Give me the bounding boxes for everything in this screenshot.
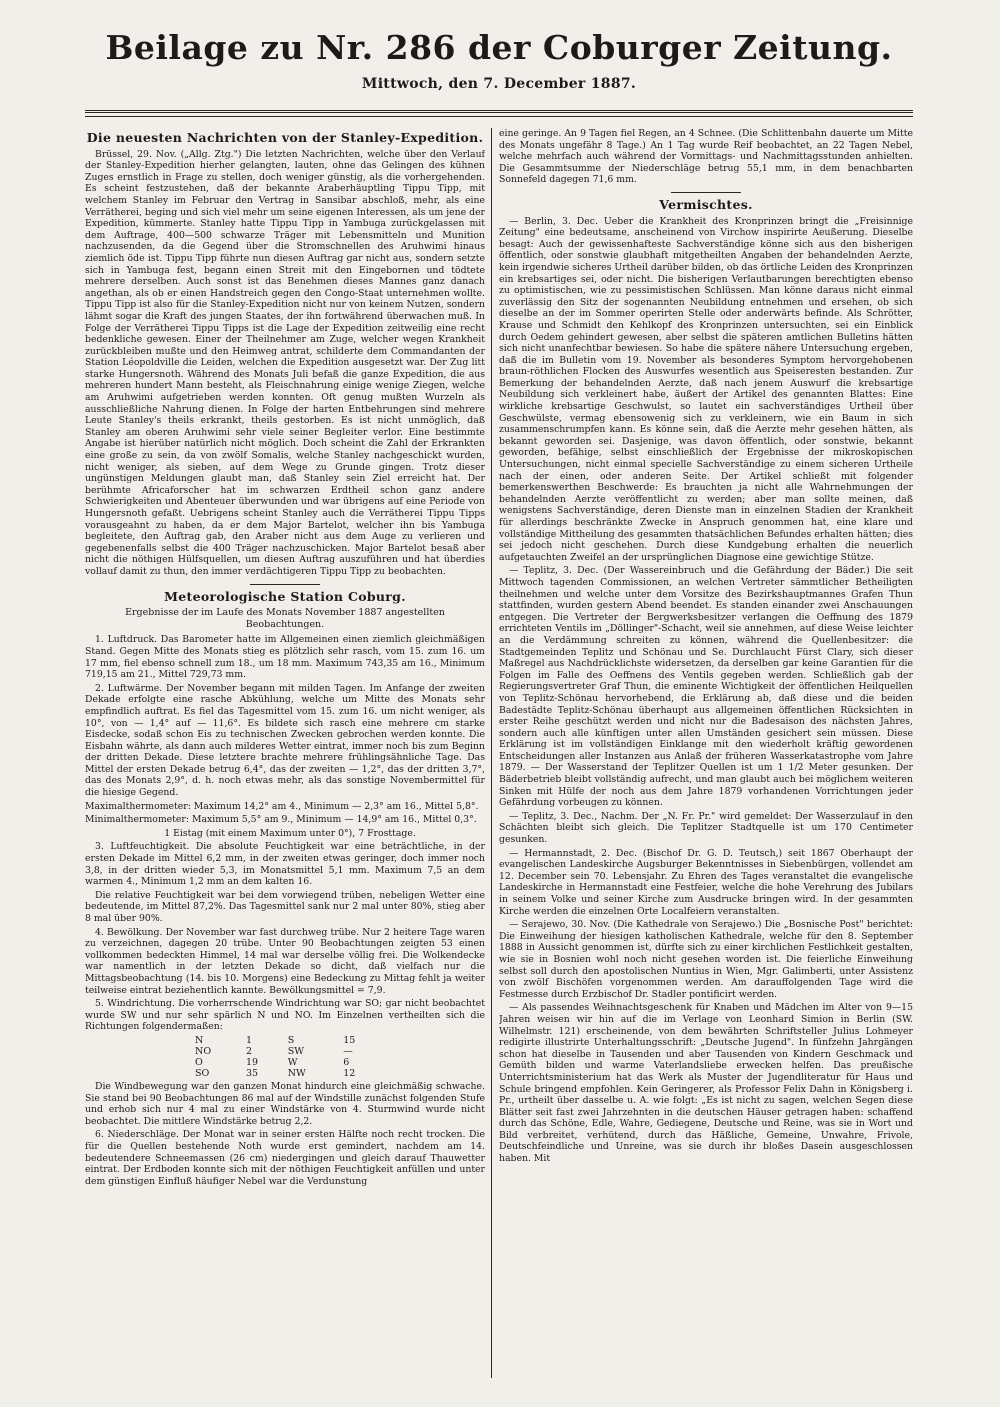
item-berlin: — Berlin, 3. Dec. Ueber die Krankheit des Kronprinzen bringt die „Freisinnige Zeitung" eine bedeutsame, anscheinend von Virchow inspirirte Aeußerung. Dieselbe besagt: Auch der gewissenhafteste Sachverständige könne sich aus den bisherigen öffentlich, oder sonstwie glaubhaft mitgetheilten Angaben der behandelnden Aerzte, kein irgendwie sicheres Urtheil darüber bilden, ob das örtliche Leiden des Kronprinzen ein krebsartiges sei, oder nicht. Die bisherigen Verlautbarungen berechtigten ebenso zu optimistischen, wie zu pessimistischen Schlüssen. Man könne daraus nicht einmal zuverlässig den Sitz der sogenannten Neubildung entnehmen und ersehen, ob sich dieselbe an der im Sommer operirten Stelle oder anderwärts befinde. Als Schrötter, Krause und Schmidt den Kehlkopf des Kronprinzen untersuchten, sei ein Einblick durch Oedem gehindert gewesen, aber selbst die späteren amtlichen Bulletins hätten sich nicht unanfechtbar bewiesen. So habe die spätere nähere Untersuchung ergeben, daß die im Bulletin vom 19. November als besonderes Symptom hervorgehobenen braun-röthlichen Flocken des Auswurfes wesentlich aus Speiseresten bestanden. Zur Bemerkung der behandelnden Aerzte, daß nach jenem Auswurf die krebsartige Neubildung sich verkleinert habe, äußert der Artikel des genannten Blattes: Eine wirkliche krebsartige Geschwulst, so lautet ein sachverständiges Urtheil über Geschwülste, vermag ebensowenig sich zu verkleinern, wie ein Baum in sich zusammenschrumpfen kann. Es könne sein, daß die Aerzte mehr gesehen hätten, als bekannt geworden sei. Dasjenige, was davon öffentlich, oder sonstwie, bekannt geworden, befähige, selbst einschließlich der Ergebnisse der mikroskopischen Untersuchungen, nicht einmal specielle Sachverständige zu einem sicheren Urtheile nach der einen, oder anderen Seite. Der Artikel schließt mit folgender bemerkenswerthen Beschwerde: Es brauchten ja nicht alle Wahrnehmungen der behandelnden Aerzte veröffentlicht zu werden; aber man sollte meinen, daß wenigstens Sachverständige, deren Dienste man in einzelnen Stadien der Krankheit für allerdings beschränkte Zwecke in Anspruch genommen hat, eine klare und vollständige Mittheilung des gesammten thatsächlichen Befundes erhalten hätten; dies sei jedoch nicht geschehen. Durch diese Kundgebung erhalten die neuerlich aufgetauchten Zweifel an der ursprünglichen Diagnose eine gewichtige Stütze. [499, 215, 913, 563]
right-column [499, 128, 913, 1378]
stanley-headline: Die neuesten Nachrichten von der Stanley-Expedition. [86, 130, 484, 145]
meteo-luftdruck: 1. Luftdruck. Das Barometer hatte im Allgemeinen einen ziemlich gleichmäßigen Stand. Gegen Mitte des Monats stieg es plötzlich sehr rasch, vom 15. zum 16. um 17 mm, fiel ebenso schnell zum 18., um 18 mm. Maximum 743,35 am 16., Minimum 719,15 am 21., Mittel 729,73 mm. [85, 634, 485, 681]
meteo-eistag: 1 Eistag (mit einem Maximum unter 0°), 7 Frosttage. [164, 827, 416, 839]
masthead [85, 28, 913, 92]
wind-count: 6 [343, 1056, 350, 1068]
wind-count: 19 [245, 1056, 259, 1068]
meteo-luftwaerme: 2. Luftwärme. Der November begann mit milden Tagen. Im Anfange der zweiten Dekade erfolgte eine rasche Abkühlung, welche um Mitte des Monats sehr empfindlich auftrat. Es fiel das Tagesmittel vom 15. zum 16. um nicht weniger, als 10°, von — 1,4° auf — 11,6°. Es bildete sich rasch eine mehrere cm starke Eisdecke, sodaß schon Eis zu technischen Zwecken gebrochen werden konnte. Die Eisbahn währte, als dann auch milderes Wetter eintrat, immer noch bis zum Beginn der dritten Dekade. Diese letztere brachte mehrere frühlingsähnliche Tage. Das Mittel der ersten Dekade betrug 6,4°, das der zweiten — 1,2°, das der dritten 3,7°, das des Monats 2,9°, d. h. noch etwas mehr, als das sonstige Novembermittel für die hiesige Gegend. [85, 682, 485, 799]
meteo-relative: Die relative Feuchtigkeit war bei dem vorwiegend trüben, nebeligen Wetter eine bedeutende, im Mittel 87,2%. Das Tagesmittel sank nur 2 mal unter 80%, stieg aber 8 mal über 90%. [85, 889, 485, 924]
wind-dir: SW [287, 1045, 304, 1057]
wind-row [195, 1068, 385, 1079]
item-serajewo: — Serajewo, 30. Nov. (Die Kathedrale von Serajewo.) Die „Bosnische Post" berichtet: Die Einweihung der hiesigen katholischen Kathedrale, welche für den 8. September 1888 in Aussicht genommen ist, dürfte sich zu einer kirchlichen Festlichkeit gestalten, wie sie in Bosnien wohl noch nicht gesehen worden ist. Die feierliche Einweihung selbst soll durch den apostolischen Nuntius in Wien, Mgr. Galimberti, unter Assistenz von zwölf Bischöfen vorgenommen werden. Am darauffolgenden Tage wird die Festmesse durch Erzbischof Dr. Stadler pontificirt werden. [499, 919, 913, 1000]
newspaper-title: Beilage zu Nr. 286 der Coburger Zeitung. [105, 28, 893, 67]
wind-count: 35 [245, 1067, 259, 1079]
wind-count: 1 [245, 1034, 253, 1046]
wind-dir: S [287, 1034, 295, 1046]
wind-count: 2 [245, 1045, 253, 1057]
wind-count: 15 [343, 1034, 356, 1046]
wind-row [195, 1035, 385, 1046]
issue-date: Mittwoch, den 7. December 1887. [361, 76, 637, 92]
stanley-article: Brüssel, 29. Nov. („Allg. Ztg.") Die letzten Nachrichten, welche über den Verlauf der Stanley-Expedition hierher gelangten, lauten, ohne das Gelingen des kühnen Zuges ernstlich in Frage zu stellen, doch weniger günstig, als die vorhergehenden. Es scheint festzustehen, daß der bekannte Araberhäuptling Tippu Tipp, mit welchem Stanley im Februar den Vertrag in Sansibar abschloß, mehr, als eine Verrätherei, beging und sich viel mehr um seine eigenen Interessen, als um jene der Expedition, kümmerte. Stanley hatte Tippu Tipp in Yambuga zurückgelassen mit dem Auftrage, 400—500 schwarze Träger mit Lebensmitteln und Munition nachzusenden, da die Gegend über die Stromschnellen des Aruhwimi hinaus ziemlich öde ist. Tippu Tipp führte nun diesen Auftrag gar nicht aus, sondern setzte sich in Yambuga fest, begann einen Streit mit den Eingebornen und tödtete mehrere derselben. Auch sonst ist das Benehmen dieses Mannes ganz danach angethan, als ob er einen Handstreich gegen den Congo-Staat unternehmen wollte. Tippu Tipp ist also für die Stanley-Expedition nicht nur von keinem Nutzen, sondern lähmt sogar die Kraft des jungen Staates, der ihn fortwährend überwachen muß. In Folge der Verrätherei Tippu Tipps ist die Lage der Expedition zeitweilig eine recht bedenkliche gewesen. Einer der Theilnehmer am Zuge, welcher wegen Krankheit zurückbleiben mußte und den Heimweg antrat, schilderte dem Commandanten der Station Léopoldville die Leiden, welchen die Expedition ausgesetzt war. Der Zug litt starke Hungersnoth. Während des Monats Juli befaß die ganze Expedition, die aus mehreren hundert Mann besteht, als Fleischnahrung einige wenige Ziegen, welche am Aruhwimi aufgetrieben werden konnten. Oft genug mußten Wurzeln als ausschließliche Nahrung dienen. In Folge der harten Entbehrungen sind mehrere Leute Stanley's theils erkrankt, theils gestorben. Es ist nicht unmöglich, daß Stanley am oberen Aruhwimi sehr viele seiner Begleiter verlor. Eine bestimmte Angabe ist hierüber natürlich nicht möglich. Doch scheint die Zahl der Erkrankten eine große zu sein, da von zwölf Somalis, welche Stanley nachgeschickt wurden, nicht weniger, als sieben, auf dem Wege zu Grunde gingen. Trotz dieser ungünstigen Meldungen glaubt man, daß Stanley sein Ziel erreicht hat. Der berühmte Africaforscher hat im schwarzen Erdtheil schon ganz andere Schwierigkeiten und Abenteuer überwunden und war übrigens auf eine Periode von Hungersnoth gefaßt. Uebrigens scheint Stanley auch die Verrätherei Tippu Tipps vorausgeahnt zu haben, da er dem Major Bartelot, welcher ihn bis Yambuga begleitete, den Auftrag gab, den Araber nicht aus dem Auge zu verlieren und gegebenenfalls selbst die 400 Träger nachzuschicken. Major Bartelot besaß aber nicht die nöthigen Hülfsquellen, um diesen Auftrag auszuführen und hat überdies vollauf damit zu thun, den immer verdächtigeren Tippu Tipp zu beobachten. [85, 148, 485, 577]
vermischtes-headline: Vermischtes. [659, 196, 753, 212]
wind-table [195, 1035, 385, 1079]
meteo-bewoelkung: 4. Bewölkung. Der November war fast durchweg trübe. Nur 2 heitere Tage waren zu verzeichnen, dagegen 20 trübe. Unter 90 Beobachtungen zeigten 53 einen vollkommen bedeckten Himmel, 14 mal war derselbe völlig frei. Die Wolkendecke war namentlich in der letzten Dekade so dicht, daß vielfach nur die Mittagsbeobachtung (14. bis 10. Morgens) eine Bedeckung zu Mittag fehlt ja weiter teilweise eintrat beziehentlich kannte. Bewölkungsmittel = 7,9. [85, 926, 485, 996]
column-divider [491, 128, 492, 1378]
item-weihnachtsgeschenk: — Als passendes Weihnachtsgeschenk für Knaben und Mädchen im Alter von 9—15 Jahren weisen wir hin auf die im Verlage von Leonhard Simion in Berlin (SW. Wilhelmstr. 121) erscheinende, von dem bewährten Schriftsteller Julius Lohmeyer redigirte illustrirte Unterhaltungsschrift: „Deutsche Jugend". In fünfzehn Jahrgängen schon hat dieselbe in Tausenden und aber Tausenden von Kindern Geschmack und Gemüth bilden und warme Vaterlandsliebe erwecken helfen. Das preußische Unterrichtsministerium hat das Werk als Muster der Jugendliteratur für Haus und Schule bringend empfohlen. Kein Geringerer, als Professor Felix Dahn in Königsberg i. Pr., urtheilt über dasselbe u. A. wie folgt: „Es ist nicht zu sagen, welchen Segen diese Blätter seit fast zwei Jahrzehnten in die deutschen Häuser getragen haben: schaffend durch das Schöne, Edle, Wahre, Gediegene, Deutsche und Reine, was sie in Wort und Bild verbreitet, verhütend, durch das Häßliche, Gemeine, Unwahre, Frivole, Deutschfeindliche und Unreine, was sie durch ihr bloßes Dasein ausgeschlossen haben. Mit [499, 1002, 913, 1165]
wind-count: 12 [343, 1067, 356, 1079]
wind-row [195, 1057, 385, 1068]
meteo-feuchtigkeit: 3. Luftfeuchtigkeit. Die absolute Feuchtigkeit war eine beträchtliche, in der ersten Dekade im Mittel 6,2 mm, in der zweiten etwas geringer, doch immer noch 3,8, in der dritten wieder 5,3, im Monatsmittel 5,1 mm. Maximum 7,5 an dem warmen 4., Minimum 1,2 mm an dem kalten 16. [85, 841, 485, 888]
meteo-niederschlaege: 6. Niederschläge. Der Monat war in seiner ersten Hälfte noch recht trocken. Die für die Quellen bestehende Noth wurde erst gemindert, nachdem am 14. bedeutendere Schneemassen (26 cm) niedergingen und gleich darauf Thauwetter eintrat. Der Erdboden konnte sich mit der nöthigen Feuchtigkeit anfüllen und unter dem günstigen Einfluß häufiger Nebel war die Verdunstung [85, 1129, 485, 1187]
item-teplitz: — Teplitz, 3. Dec. (Der Wassereinbruch und die Gefährdung der Bäder.) Die seit Mittwoch tagenden Commissionen, an welchen Vertreter sämmtlicher Betheiligten theilnehmen und welche unter dem Vorsitze des Bezirkshauptmannes Grafen Thun stattfinden, wurden gestern Abend beendet. Es standen einander zwei Anschauungen entgegen. Die Vertreter der Bergwerksbesitzer verlangen die Oeffnung des 1879 errichteten Ventils im „Döllinger"-Schacht, weil sie annehmen, auf diese Weise leichter an die Verdämmung schreiten zu können, während die Quellenbesitzer: die Stadtgemeinden Teplitz und Schönau und Se. Durchlaucht Fürst Clary, sich dieser Maßregel aus Nachdrücklichste widersetzen, da derselben gar keine Garantien für die Folgen im Falle des Oeffnens des Ventils gegeben werden. Schließlich gab der Regierungsvertreter Graf Thun, die eminente Wichtigkeit der öffentlichen Heilquellen von Teplitz-Schönau hervorhebend, die Erklärung ab, daß diese und die beiden Badestädte Teplitz-Schönau überhaupt aus allgemeinen öffentlichen Rücksichten in erster Reihe geschützt werden und nicht nur die Badesaison des nächsten Jahres, sondern auch alle künftigen unter allen Umständen gesichert sein müssen. Diese Erklärung ist im vollständigen Einklange mit den wiederholt kräftig gewordenen Entscheidungen aller Instanzen aus Anlaß der früheren Wasserkatastrophe vom Jahre 1879. — Der Wasserstand der Teplitzer Quellen ist um 1 1/2 Meter gesunken. Der Bäderbetrieb bleibt vollständig aufrecht, und man glaubt auch bei möglichem weiteren Sinken mit Hülfe der noch aus dem Jahre 1879 vorhandenen Vorrichtungen jeder Gefährdung vorbeugen zu können. [499, 565, 913, 809]
item-teplitz-nachm: — Teplitz, 3. Dec., Nachm. Der „N. Fr. Pr." wird gemeldet: Der Wasserzulauf in den Schächten bleibt sich gleich. Die Teplitzer Stadtquelle ist um 170 Centimeter gesunken. [499, 810, 913, 846]
meteo-windrichtung: 5. Windrichtung. Die vorherrschende Windrichtung war SO; gar nicht beobachtet wurde SW und nur sehr spärlich N und NO. Im Einzelnen vertheilten sich die Richtungen folgendermaßen: [85, 998, 485, 1033]
meteo-headline: Meteorologische Station Coburg. [164, 588, 406, 604]
wind-row [195, 1046, 385, 1057]
masthead-rule [85, 110, 913, 117]
meteo-subhead: Ergebnisse der im Laufe des Monats November 1887 angestellten Beobachtungen. [125, 607, 445, 630]
wind-dir: W [287, 1056, 298, 1068]
wind-dir: O [195, 1056, 203, 1068]
meteo-maximal: Maximalthermometer: Maximum 14,2° am 4., Minimum — 2,3° am 16., Mittel 5,8°. [85, 800, 479, 812]
wind-count: — [343, 1045, 353, 1057]
wind-dir: NW [287, 1067, 306, 1079]
wind-dir: N [195, 1034, 204, 1046]
meteo-minimal: Minimalthermometer: Maximum 5,5° am 9., Minimum — 14,9° am 16., Mittel 0,3°. [85, 814, 477, 826]
meteo-windbewegung: Die Windbewegung war den ganzen Monat hindurch eine gleichmäßig schwache. Sie stand bei 90 Beobachtungen 86 mal auf der Windstille zunächst folgenden Stufe und erhob sich nur 4 mal zu einer Windstärke von 4. Sturmwind wurde nicht beobachtet. Die mittlere Windstärke betrug 2,2. [85, 1080, 485, 1127]
wind-dir: SO [195, 1067, 210, 1079]
newspaper-page [85, 18, 913, 1378]
section-divider [250, 584, 320, 585]
section-divider [671, 192, 741, 193]
meteo-continued: eine geringe. An 9 Tagen fiel Regen, an 4 Schnee. (Die Schlittenbahn dauerte um Mitte des Monats ungefähr 8 Tage.) An 1 Tag wurde Reif beobachtet, an 22 Tagen Nebel, welche mehrfach auch während der Vormittags- und Nachmittagsstunden anhielten. Die Gesammtsumme der Niederschläge betrug 55,1 mm, in dem benachbarten Sonnefeld dagegen 71,6 mm. [499, 128, 913, 186]
item-hermannstadt: — Hermannstadt, 2. Dec. (Bischof Dr. G. D. Teutsch,) seit 1867 Oberhaupt der evangelischen Landeskirche Augsburger Bekenntnisses in Siebenbürgen, vollendet am 12. December sein 70. Lebensjahr. Zu Ehren des Tages veranstaltet die evangelische Landeskirche in Hermannstadt eine Festfeier, welche die hohe Verehrung des Jubilars in seinem Volke und seiner Kirche zum Ausdrucke bringen wird. In der gesammten Kirche werden die einzelnen Orte Localfeiern veranstalten. [499, 847, 913, 917]
wind-dir: NO [195, 1045, 212, 1057]
columns [85, 128, 913, 1378]
left-column [85, 128, 485, 1378]
